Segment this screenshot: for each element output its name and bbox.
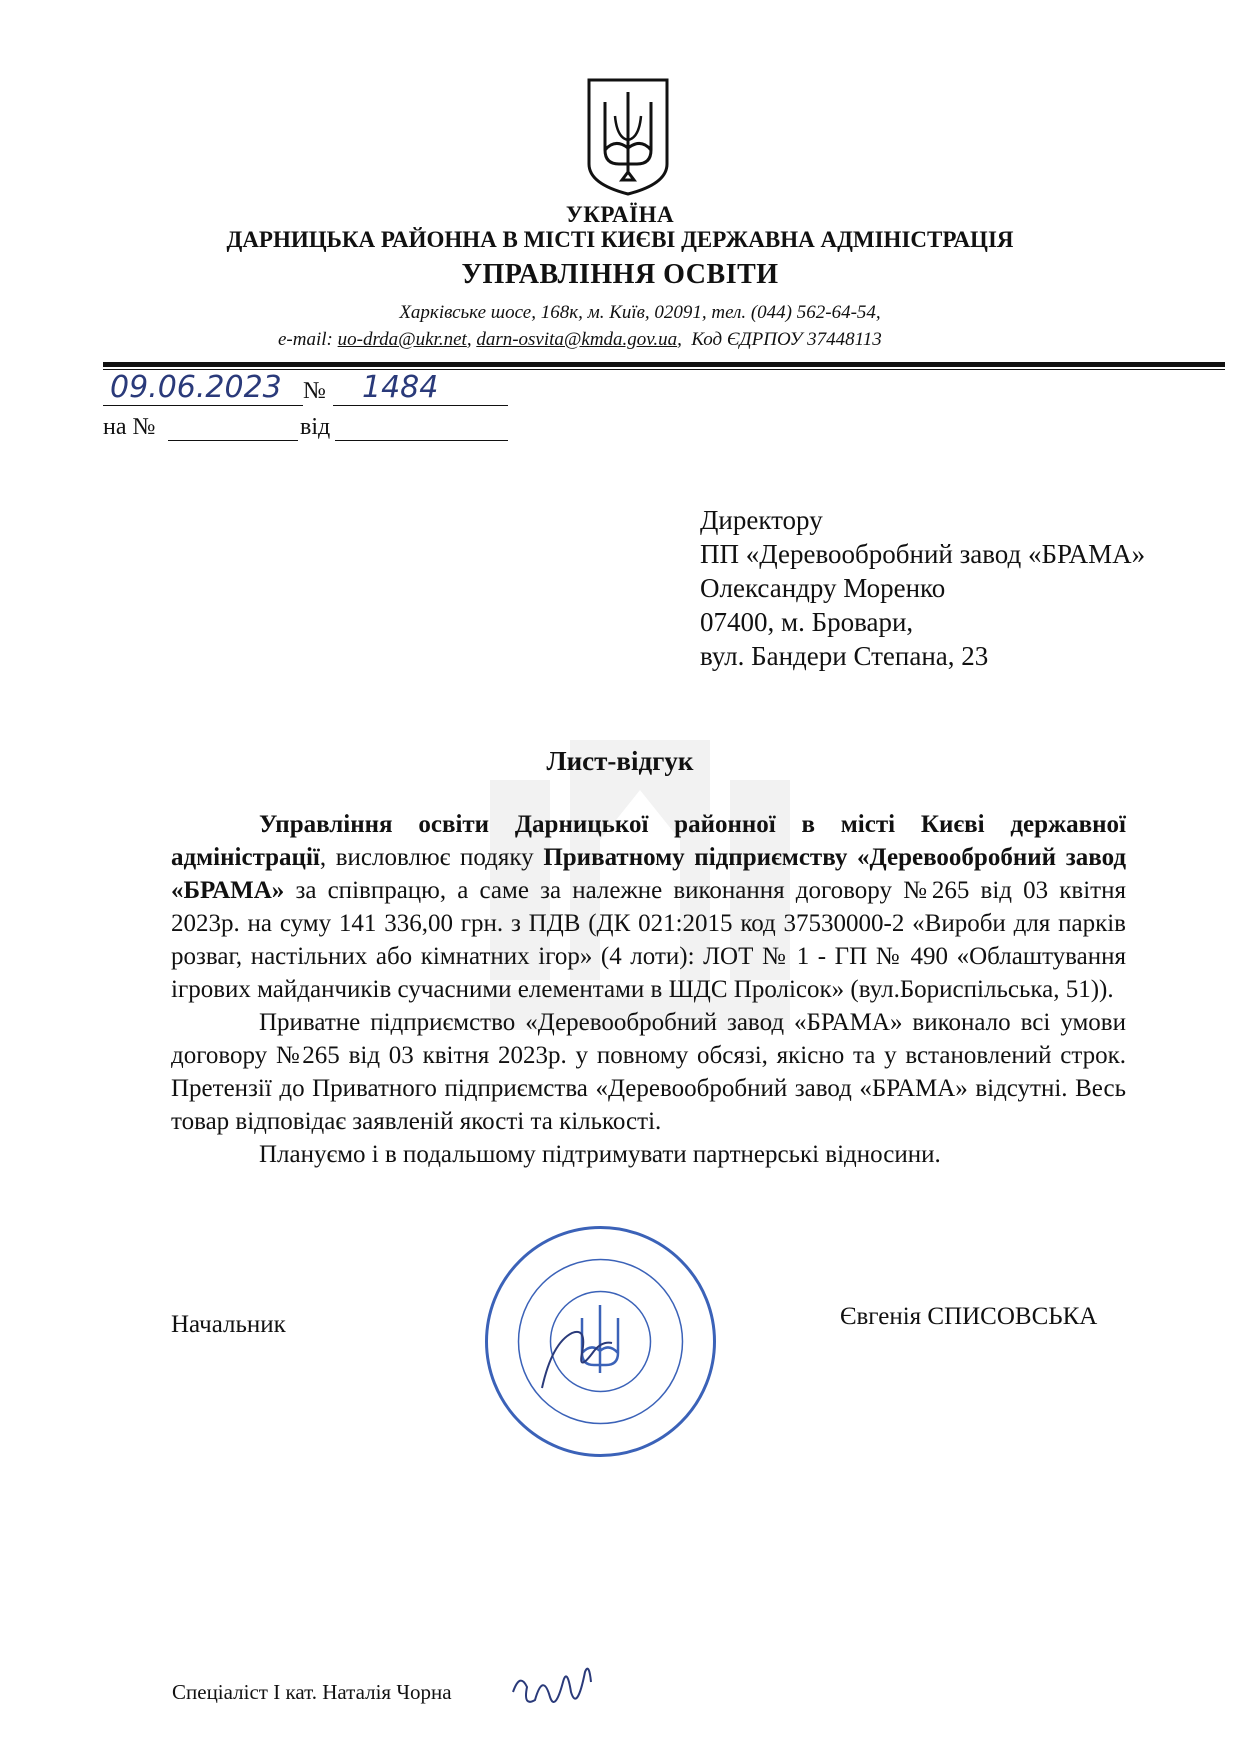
signer-name: Євгенія СПИСОВСЬКА bbox=[840, 1303, 1098, 1330]
email-link-2[interactable]: darn-osvita@kmda.gov.ua bbox=[476, 329, 678, 350]
signer-position: Начальник bbox=[171, 1311, 286, 1338]
recipient-block bbox=[700, 503, 1145, 673]
sender-name: Управління освіти Дарницької районної в місті Києві державної адміністрації bbox=[171, 811, 1126, 871]
letter-title: Лист-відгук bbox=[546, 746, 694, 776]
recipient-company: Приватному підприємству «Деревообробний завод «БРАМА» bbox=[171, 844, 1126, 904]
reference-date-underline bbox=[335, 440, 508, 441]
letter-body bbox=[171, 808, 1126, 1171]
outgoing-number: 1484 bbox=[362, 370, 439, 405]
official-stamp-icon bbox=[482, 1223, 719, 1460]
number-label: № bbox=[303, 378, 326, 404]
email-label: e-mail: bbox=[278, 329, 333, 350]
coat-of-arms-icon bbox=[585, 76, 671, 198]
address-line: Харківське шосе, 168к, м. Київ, 02091, тел. (044) 562-64-54, bbox=[399, 302, 881, 323]
recipient-line: Директору bbox=[700, 505, 823, 535]
email-link-1[interactable]: uo-drda@ukr.net bbox=[337, 329, 467, 350]
reference-date-label: від bbox=[300, 414, 331, 440]
recipient-line: вул. Бандери Степана, 23 bbox=[700, 641, 989, 671]
country-heading: УКРАЇНА bbox=[565, 202, 675, 227]
outgoing-date: 09.06.2023 bbox=[110, 370, 282, 405]
recipient-line: Олександру Моренко bbox=[700, 573, 946, 603]
body-paragraph-2: Приватне підприємство «Деревообробний завод «БРАМА» виконало всі умови договору №265 від 03 квітня 2023р. у повному обсязі, якісно та у встановлений строк. Претензії до Приватного підприємства «Деревообробний завод «БРАМА» відсутні. Весь товар відповідає заявленій якості та кількості. bbox=[171, 1009, 1126, 1135]
executor-signature-icon bbox=[505, 1652, 600, 1722]
department-heading: УПРАВЛІННЯ ОСВІТИ bbox=[461, 259, 779, 290]
administration-heading: ДАРНИЦЬКА РАЙОННА В МІСТІ КИЄВІ ДЕРЖАВНА АДМІНІСТРАЦІЯ bbox=[226, 227, 1014, 252]
recipient-line: 07400, м. Бровари, bbox=[700, 607, 914, 637]
email-separator: , bbox=[466, 329, 477, 350]
p1-text-a: , висловлює подяку bbox=[319, 844, 544, 871]
number-underline bbox=[333, 405, 508, 406]
executor-note: Спеціаліст І кат. Наталія Чорна bbox=[172, 1680, 452, 1704]
p1-text-b: за співпрацю, а саме за належне виконання договору №265 від 03 квітня 2023р. на суму 141 336,00 грн. з ПДВ (ДК 021:2015 код 37530000-2 «Вироби для парків розваг, настільних або кімнатних ігор» (4 лоти): ЛОТ № 1 - ГП № 490 «Облаштування ігрових майданчиків сучасними елементами в ШДС Пролісок» (вул.Бориспільська, 51)). bbox=[171, 877, 1126, 1003]
body-paragraph-1 bbox=[171, 808, 1126, 1006]
reference-number-label: на № bbox=[103, 414, 156, 440]
header-rule-thick bbox=[103, 362, 1225, 367]
contacts-line: e-mail: uo-drda@ukr.net, darn-osvita@kmda.gov.ua, Код ЄДРПОУ 37448113 bbox=[278, 329, 882, 350]
body-paragraph-3: Плануємо і в подальшому підтримувати партнерські відносини. bbox=[259, 1141, 941, 1168]
date-underline bbox=[103, 405, 303, 406]
reference-number-underline bbox=[168, 440, 298, 441]
edrpou-code: Код ЄДРПОУ 37448113 bbox=[691, 329, 882, 350]
recipient-line: ПП «Деревообробний завод «БРАМА» bbox=[700, 539, 1146, 569]
